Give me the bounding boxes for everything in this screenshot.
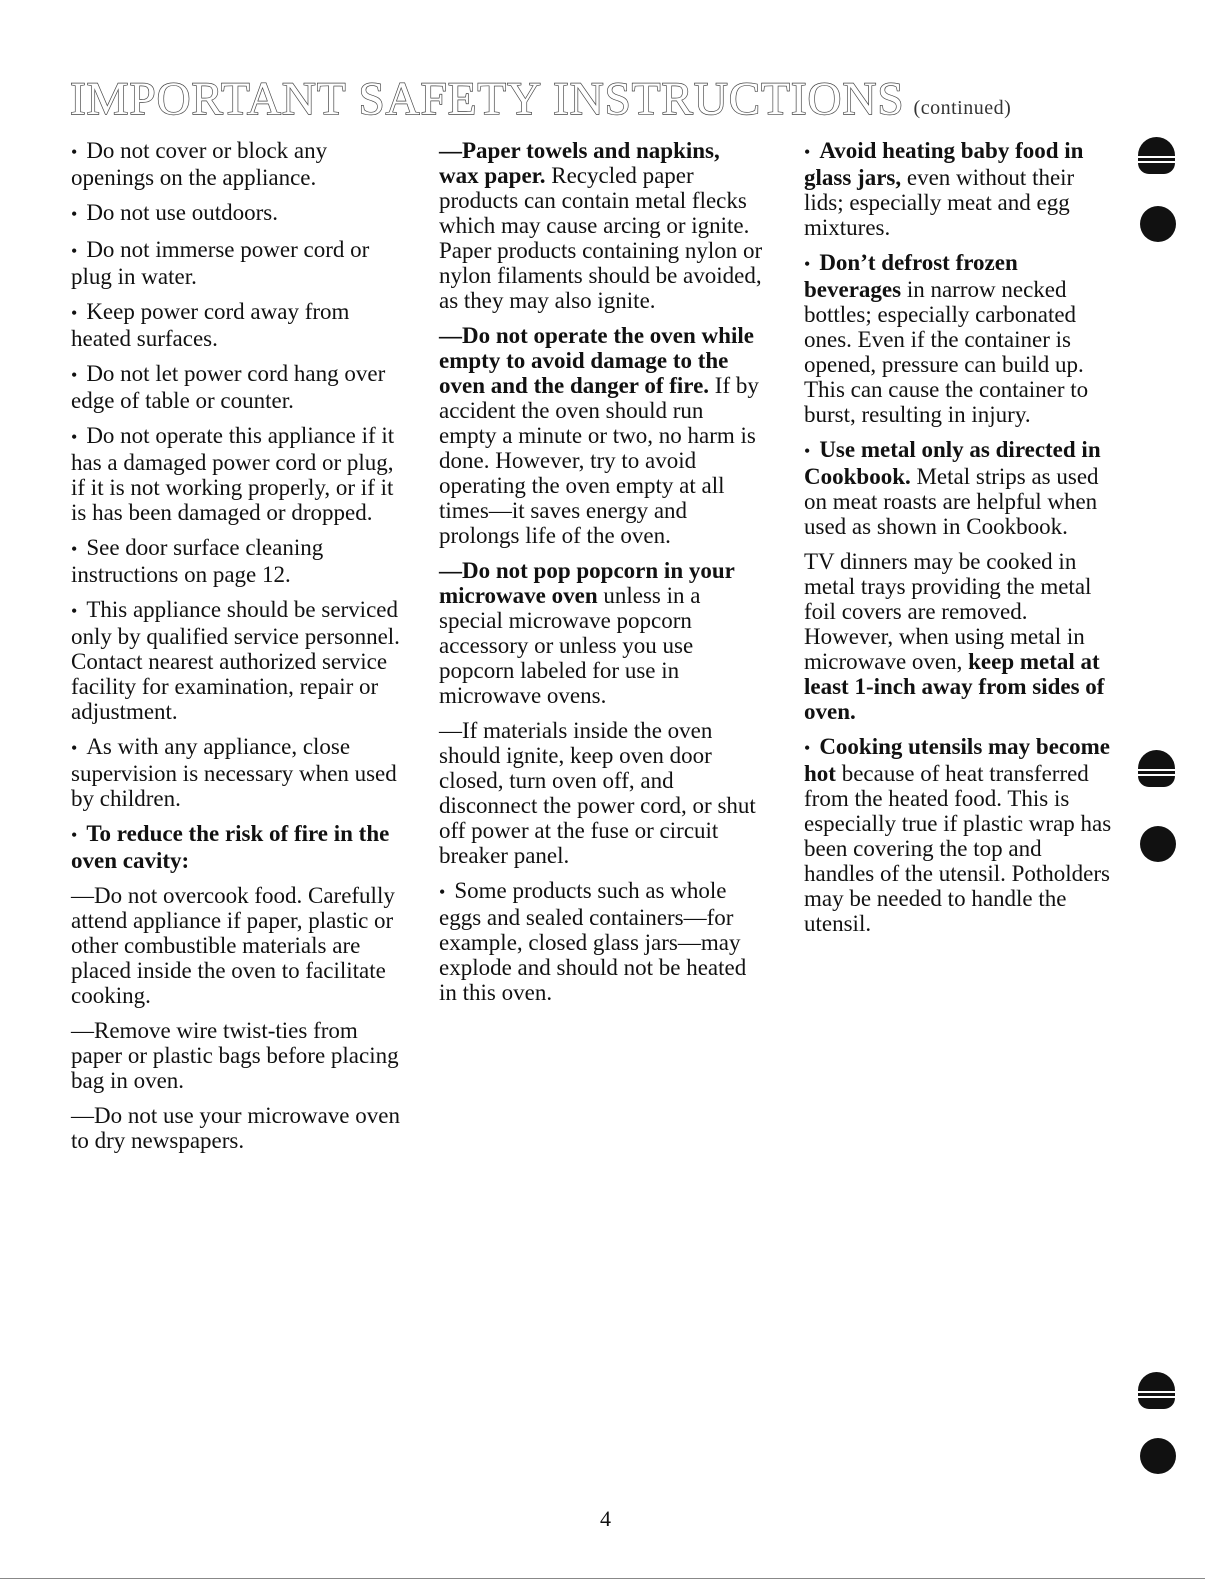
instruction-popcorn: —Do not pop popcorn in your microwave oven unless in a special microwave popcorn accessory or unless you use popcorn labeled for use in microwave ovens. [439, 558, 735, 708]
bottom-rule [0, 1578, 1205, 1579]
instruction-frozen-beverages: • Don’t defrost frozen beverages in narrow necked bottles; especially carbonated ones. Even if the container is opened, pressure can build up. This can cause the container to burst, resulting in injury. [804, 250, 1114, 427]
tab-marker-icon [1138, 1372, 1175, 1409]
instruction-ignite: —If materials inside the oven should ignite, keep oven door closed, turn oven off, and disconnect the power cord, or shut off power at the fuse or circuit breaker panel. [439, 718, 756, 868]
tab-dot-icon [1140, 1438, 1176, 1474]
instruction-metal: • Use metal only as directed in Cookbook. Metal strips as used on meat roasts are helpful when used as shown in Cookbook. [804, 437, 1114, 539]
instruction-overcook: —Do not overcook food. Carefully attend appliance if paper, plastic or other combustible materials are placed inside the oven to facilitate cooking. [71, 883, 395, 1008]
instruction-newspapers: —Do not use your microwave oven to dry newspapers. [71, 1103, 400, 1153]
column-right [804, 138, 1114, 946]
instruction-empty-oven: —Do not operate the oven while empty to avoid damage to the oven and the danger of fire. If by accident the oven should run empty a minute or two, no harm is done. However, try to avoid operating the oven empty at all times—it saves energy and prolongs life of the oven. [439, 323, 759, 548]
column-left [71, 138, 401, 1163]
page-number: 4 [600, 1506, 611, 1531]
page-title [70, 72, 1011, 126]
title-continued: (continued) [913, 97, 1012, 119]
instruction-immerse: • Do not immerse power cord or plug in water. [71, 237, 401, 289]
instruction-damaged: • Do not operate this appliance if it has a damaged power cord or plug, if it is not working properly, or if it is has been damaged or dropped. [71, 423, 401, 525]
instruction-baby-food: • Avoid heating baby food in glass jars, even without their lids; especially meat and egg mixtures. [804, 138, 1114, 240]
instruction-children: • As with any appliance, close supervision is necessary when used by children. [71, 734, 401, 811]
tab-marker-icon [1138, 750, 1175, 787]
tab-marker-icon [1138, 137, 1175, 174]
instruction-eggs: • Some products such as whole eggs and sealed containers—for example, closed glass jars—may explode and should not be heated in this oven. [439, 878, 764, 1005]
instruction-door-cleaning: • See door surface cleaning instructions on page 12. [71, 535, 401, 587]
instruction-hot-utensils: • Cooking utensils may become hot because of heat transferred from the heated food. This is especially true if plastic wrap has been covering the top and handles of the utensil. Potholders may be needed to handle the utensil. [804, 734, 1114, 936]
instruction-block-openings: • Do not cover or block any openings on the appliance. [71, 138, 401, 190]
instruction-cord-heat: • Keep power cord away from heated surfaces. [71, 299, 401, 351]
instruction-service: • This appliance should be serviced only by qualified service personnel. Contact nearest authorized service facility for examination, repair or adjustment. [71, 597, 401, 724]
column-middle [439, 138, 764, 1015]
tab-dot-icon [1140, 206, 1176, 242]
instruction-outdoors: • Do not use outdoors. [71, 200, 401, 227]
instruction-cord-hang: • Do not let power cord hang over edge of table or counter. [71, 361, 401, 413]
instruction-twist-ties: —Remove wire twist-ties from paper or plastic bags before placing bag in oven. [71, 1018, 399, 1093]
tab-dot-icon [1140, 826, 1176, 862]
instruction-tv-dinners: TV dinners may be cooked in metal trays providing the metal foil covers are removed. However, when using metal in microwave oven, keep metal at least 1-inch away from sides of oven. [804, 549, 1105, 724]
title-main: IMPORTANT SAFETY INSTRUCTIONS [70, 73, 905, 125]
fire-risk-heading: • To reduce the risk of fire in the oven cavity: [71, 821, 401, 873]
instruction-paper-towels: —Paper towels and napkins, wax paper. Recycled paper products can contain metal flecks which may cause arcing or ignite. Paper products containing nylon or nylon filaments should be avoided, as they may also ignite. [439, 138, 763, 313]
